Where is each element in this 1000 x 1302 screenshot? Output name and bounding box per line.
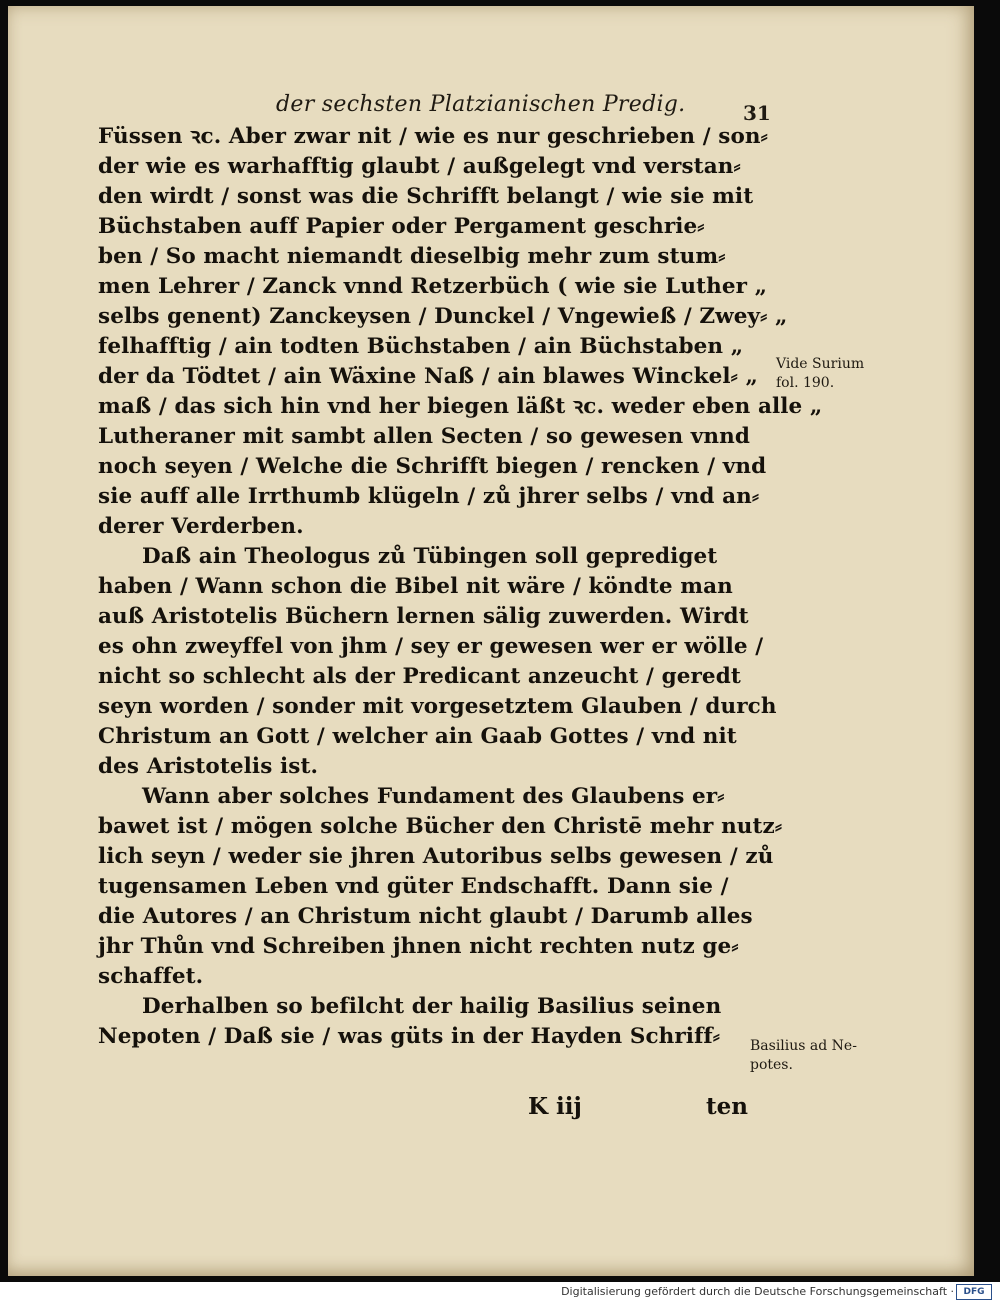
book-page [8,6,974,1276]
text-line: maß / das sich hin vnd her biegen läßt ꝛc. weder eben alle „ [98,394,823,419]
text-line: es ohn zweyffel von jhm / sey er gewesen wer er wölle / [98,634,764,659]
text-line: Wann aber solches Fundament des Glaubens er⸗ [142,784,725,809]
dfg-logo-icon: DFG [956,1284,992,1300]
margin-note-basilius [750,1037,857,1075]
text-line: nicht so schlecht als der Predicant anzeucht / geredt [98,664,741,689]
text-line: Derhalben so befilcht der hailig Basilius seinen [142,994,722,1019]
text-line: selbs genent) Zanckeysen / Dunckel / Vngewieß / Zwey⸗ „ [98,304,788,329]
text-line: men Lehrer / Zanck vnnd Retzerbüch ( wie sie Luther „ [98,274,768,299]
catchword: ten [706,1093,748,1120]
footer-credit: Digitalisierung gefördert durch die Deutsche Forschungsgemeinschaft · [561,1285,954,1298]
text-line: auß Aristotelis Büchern lernen sälig zuwerden. Wirdt [98,604,749,629]
text-line: noch seyen / Welche die Schrifft biegen / rencken / vnd [98,454,767,479]
text-line: jhr Thůn vnd Schreiben jhnen nicht rechten nutz ge⸗ [98,934,739,959]
text-line: seyn worden / sonder mit vorgesetztem Glauben / durch [98,694,777,719]
digitization-footer [0,1282,1000,1302]
running-head: der sechsten Platzianischen Predig. [276,92,686,117]
margin-note-line: fol. 190. [776,375,835,391]
margin-note-line: Basilius ad Ne- [750,1038,857,1054]
signature-mark: K iij [528,1093,582,1120]
text-line: derer Verderben. [98,514,304,539]
text-line: Christum an Gott / welcher ain Gaab Gottes / vnd nit [98,724,737,749]
text-line: Füssen ꝛc. Aber zwar nit / wie es nur geschrieben / son⸗ [98,124,768,149]
page-number: 31 [743,101,771,125]
text-line: der wie es warhafftig glaubt / außgelegt vnd verstan⸗ [98,154,741,179]
margin-note-line: potes. [750,1057,793,1073]
text-line: Daß ain Theologus zů Tübingen soll geprediget [142,544,718,569]
text-line: die Autores / an Christum nicht glaubt / Darumb alles [98,904,753,929]
text-line: lich seyn / weder sie jhren Autoribus selbs gewesen / zů [98,844,774,869]
text-line: der da Tödtet / ain Wäxine Naß / ain blawes Winckel⸗ „ [98,364,758,389]
text-line: haben / Wann schon die Bibel nit wäre / köndte man [98,574,733,599]
margin-note-line: Vide Surium [776,356,865,372]
text-line: des Aristotelis ist. [98,754,319,779]
text-line: bawet ist / mögen solche Bücher den Christē mehr nutz⸗ [98,814,783,839]
text-line: felhafftig / ain todten Büchstaben / ain Büchstaben „ [98,334,744,359]
text-line: ben / So macht niemandt dieselbig mehr zum stum⸗ [98,244,726,269]
text-line: Lutheraner mit sambt allen Secten / so gewesen vnnd [98,424,750,449]
text-line: Nepoten / Daß sie / was güts in der Hayden Schriff⸗ [98,1024,721,1049]
text-line: Büchstaben auff Papier oder Pergament geschrie⸗ [98,214,705,239]
text-line: tugensamen Leben vnd güter Endschafft. Dann sie / [98,874,729,899]
text-line: schaffet. [98,964,204,989]
text-line: sie auff alle Irrthumb klügeln / zů jhrer selbs / vnd an⸗ [98,484,760,509]
margin-note-surius [776,355,864,393]
text-line: den wirdt / sonst was die Schrifft belangt / wie sie mit [98,184,754,209]
